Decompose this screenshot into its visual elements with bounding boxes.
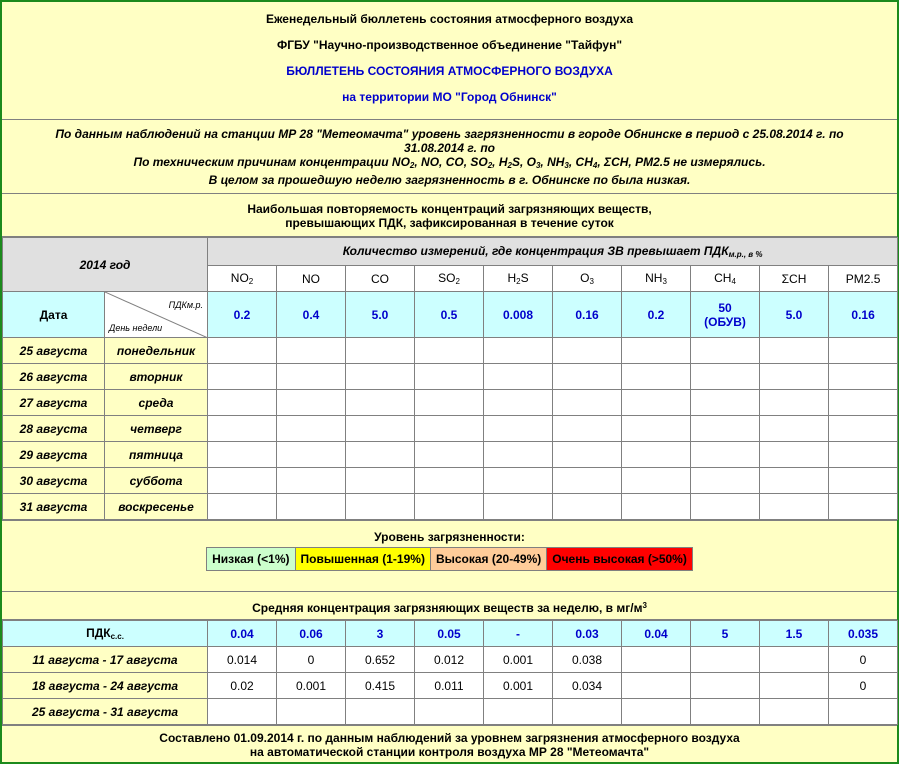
weekly-value: 0 bbox=[829, 647, 898, 673]
summary-line-2: 31.08.2014 г. по bbox=[404, 141, 495, 155]
exceedance-cell bbox=[622, 416, 691, 442]
exceedance-cell bbox=[760, 364, 829, 390]
exceedance-cell bbox=[415, 468, 484, 494]
exceedance-cell bbox=[622, 390, 691, 416]
repeat-title-line-1: Наибольшая повторяемость концентраций загрязняющих веществ, bbox=[247, 202, 652, 216]
exceedance-cell bbox=[553, 338, 622, 364]
pdk-ss-value: 0.03 bbox=[553, 621, 622, 647]
weekly-value bbox=[691, 673, 760, 699]
row-weekday: среда bbox=[105, 390, 208, 416]
pdk-ss-label: $ПДК_{с.с.}$ bbox=[3, 621, 208, 647]
pdk-mr-value: 5.0 bbox=[760, 292, 829, 338]
weekly-period: 11 августа - 17 августа bbox=[3, 647, 208, 673]
exceedance-cell bbox=[760, 468, 829, 494]
pollutant-name: $H_2S$ bbox=[484, 266, 553, 292]
pollutant-name: ΣCH bbox=[760, 266, 829, 292]
exceedance-cell bbox=[346, 416, 415, 442]
row-date: 31 августа bbox=[3, 494, 105, 520]
exceedance-cell bbox=[691, 468, 760, 494]
weekly-value: 0.415 bbox=[346, 673, 415, 699]
exceedance-cell bbox=[622, 494, 691, 520]
exceedance-cell bbox=[484, 442, 553, 468]
exceedance-cell bbox=[346, 338, 415, 364]
exceedance-cell bbox=[760, 338, 829, 364]
table-row bbox=[3, 673, 898, 699]
pdk-mr-value: 0.008 bbox=[484, 292, 553, 338]
exceedance-cell bbox=[277, 468, 346, 494]
header-territory: на территории МО "Город Обнинск" bbox=[342, 90, 557, 104]
exceedance-cell bbox=[208, 416, 277, 442]
table-row bbox=[3, 468, 898, 494]
level-item: Низкая (<1%) bbox=[207, 548, 295, 570]
pdk-mr-value: 5.0 bbox=[346, 292, 415, 338]
exceedance-cell bbox=[691, 494, 760, 520]
weekly-value bbox=[415, 699, 484, 725]
weekly-period: 25 августа - 31 августа bbox=[3, 699, 208, 725]
weekly-value: 0.011 bbox=[415, 673, 484, 699]
weekly-value: 0 bbox=[277, 647, 346, 673]
exceedance-cell bbox=[484, 416, 553, 442]
row-date: 29 августа bbox=[3, 442, 105, 468]
weekly-period: 18 августа - 24 августа bbox=[3, 673, 208, 699]
row-date: 30 августа bbox=[3, 468, 105, 494]
pdk-ss-value: 1.5 bbox=[760, 621, 829, 647]
row-date: 25 августа bbox=[3, 338, 105, 364]
weekly-value bbox=[553, 699, 622, 725]
summary-line-3: По техническим причинам концентрации $NO_2$, NO, CO, $SO_2$, $H_2S$, $O_3$, $NH_3$, $CH_4$, ΣCH, PM2.5 не измерялись. bbox=[133, 155, 766, 170]
weekly-value: 0.001 bbox=[484, 647, 553, 673]
header-title: Еженедельный бюллетень состояния атмосферного воздуха bbox=[265, 12, 634, 26]
exceedance-cell bbox=[346, 442, 415, 468]
levels-legend bbox=[206, 547, 693, 571]
exceedance-cell bbox=[346, 390, 415, 416]
exceedance-table bbox=[2, 237, 898, 520]
pdk-mr-value: 50 (ОБУВ) bbox=[691, 292, 760, 338]
exceedance-cell bbox=[208, 494, 277, 520]
weekly-value bbox=[622, 647, 691, 673]
row-weekday: пятница bbox=[105, 442, 208, 468]
exceedance-cell bbox=[208, 390, 277, 416]
pdk-ss-value: 3 bbox=[346, 621, 415, 647]
pollutant-name: PM2.5 bbox=[829, 266, 898, 292]
exceedance-cell bbox=[484, 494, 553, 520]
table-row bbox=[3, 699, 898, 725]
exceedance-cell bbox=[760, 416, 829, 442]
exceedance-cell bbox=[277, 390, 346, 416]
exceedance-cell bbox=[484, 338, 553, 364]
repeat-title-line-2: превышающих ПДК, зафиксированная в течение суток bbox=[285, 216, 614, 230]
exceedance-cell bbox=[622, 364, 691, 390]
weekly-value: 0.02 bbox=[208, 673, 277, 699]
pollutant-name: $CH_4$ bbox=[691, 266, 760, 292]
levels-band bbox=[2, 520, 897, 592]
pollutant-name: CO bbox=[346, 266, 415, 292]
level-item: Повышенная (1-19%) bbox=[296, 548, 431, 570]
row-weekday: воскресенье bbox=[105, 494, 208, 520]
diag-day-label: День недели bbox=[109, 323, 163, 333]
table-row bbox=[3, 390, 898, 416]
levels-title: Уровень загрязненности: bbox=[374, 530, 525, 544]
exceedance-cell bbox=[553, 442, 622, 468]
exceedance-cell bbox=[691, 442, 760, 468]
exceedance-cell bbox=[277, 338, 346, 364]
exceedance-cell bbox=[208, 468, 277, 494]
table-row bbox=[3, 416, 898, 442]
pdk-ss-value: 0.06 bbox=[277, 621, 346, 647]
weekly-value bbox=[622, 673, 691, 699]
exceedance-cell bbox=[691, 338, 760, 364]
exceedance-cell bbox=[277, 442, 346, 468]
weekly-value bbox=[346, 699, 415, 725]
diag-pdk-label: ПДКм.р. bbox=[168, 300, 204, 310]
pdk-mr-value: 0.4 bbox=[277, 292, 346, 338]
row-date: 28 августа bbox=[3, 416, 105, 442]
repeat-title-band bbox=[2, 194, 897, 237]
pdk-ss-value: 0.035 bbox=[829, 621, 898, 647]
exceedance-cell bbox=[829, 416, 898, 442]
exceedance-cell bbox=[415, 416, 484, 442]
weekly-value: 0.038 bbox=[553, 647, 622, 673]
table-row bbox=[3, 364, 898, 390]
pdk-mr-value: 0.16 bbox=[553, 292, 622, 338]
exceedance-cell bbox=[691, 390, 760, 416]
exceedance-cell bbox=[691, 364, 760, 390]
header-bulletin-title: БЮЛЛЕТЕНЬ СОСТОЯНИЯ АТМОСФЕРНОГО ВОЗДУХА bbox=[286, 64, 613, 78]
pdk-ss-value: 0.04 bbox=[622, 621, 691, 647]
row-date: 27 августа bbox=[3, 390, 105, 416]
row-weekday: суббота bbox=[105, 468, 208, 494]
exceedance-cell bbox=[277, 364, 346, 390]
exceedance-cell bbox=[484, 364, 553, 390]
row-weekday: понедельник bbox=[105, 338, 208, 364]
footer-line-1: Составлено 01.09.2014 г. по данным наблюдений за уровнем загрязнения атмосферного воздуха bbox=[159, 731, 740, 745]
weekly-value: 0 bbox=[829, 673, 898, 699]
pollutant-name: $SO_2$ bbox=[415, 266, 484, 292]
weekly-value bbox=[622, 699, 691, 725]
exceedance-cell bbox=[208, 364, 277, 390]
exceedance-cell bbox=[415, 390, 484, 416]
row-weekday: вторник bbox=[105, 364, 208, 390]
header-band bbox=[2, 2, 897, 120]
exceedance-cell bbox=[553, 390, 622, 416]
exceedance-cell bbox=[277, 416, 346, 442]
summary-line-1: По данным наблюдений на станции МР 28 "Метеомачта" уровень загрязненности в городе Обнинске в период с 25.08.2014 г. по bbox=[55, 127, 844, 141]
exceedance-cell bbox=[553, 468, 622, 494]
weekly-value: 0.652 bbox=[346, 647, 415, 673]
weekly-value bbox=[484, 699, 553, 725]
weekly-title: Средняя концентрация загрязняющих веществ за неделю, в $мг/м^3$ bbox=[252, 601, 647, 615]
weekly-value: 0.012 bbox=[415, 647, 484, 673]
exceedance-cell bbox=[346, 494, 415, 520]
weekly-table bbox=[2, 620, 898, 725]
weekly-value: 0.001 bbox=[277, 673, 346, 699]
exceedance-cell bbox=[829, 364, 898, 390]
pdk-mr-value: 0.16 bbox=[829, 292, 898, 338]
pdk-day-diagonal-cell bbox=[105, 292, 208, 338]
exceedance-cell bbox=[691, 416, 760, 442]
exceedance-cell bbox=[415, 338, 484, 364]
pdk-ss-value: 0.04 bbox=[208, 621, 277, 647]
exceedance-cell bbox=[760, 494, 829, 520]
exceedance-cell bbox=[829, 390, 898, 416]
weekly-value: 0.001 bbox=[484, 673, 553, 699]
pollutant-name: $NH_3$ bbox=[622, 266, 691, 292]
pdk-mr-value: 0.2 bbox=[208, 292, 277, 338]
weekly-value bbox=[760, 699, 829, 725]
exceedance-cell bbox=[415, 494, 484, 520]
exceedance-cell bbox=[415, 442, 484, 468]
exceedance-cell bbox=[346, 468, 415, 494]
exceedance-cell bbox=[760, 442, 829, 468]
pdk-mr-value: 0.2 bbox=[622, 292, 691, 338]
level-item: Очень высокая (>50%) bbox=[547, 548, 692, 570]
pollutant-name: $O_3$ bbox=[553, 266, 622, 292]
summary-line-4: В целом за прошедшую неделю загрязненность в г. Обнинске по была низкая. bbox=[208, 173, 691, 187]
exceedance-cell bbox=[622, 468, 691, 494]
pdk-ss-value: 5 bbox=[691, 621, 760, 647]
exceedance-cell bbox=[553, 416, 622, 442]
weekly-value: 0.034 bbox=[553, 673, 622, 699]
date-label: Дата bbox=[3, 292, 105, 338]
footer-band bbox=[2, 725, 897, 764]
weekly-value bbox=[760, 647, 829, 673]
pollutant-name: $NO_2$ bbox=[208, 266, 277, 292]
weekly-value bbox=[208, 699, 277, 725]
count-header: Количество измерений, где концентрация ЗВ превышает $ПДК_{м.р., в \%}$ bbox=[208, 238, 898, 266]
year-label: 2014 год bbox=[3, 238, 208, 292]
table-row bbox=[3, 647, 898, 673]
exceedance-cell bbox=[484, 468, 553, 494]
exceedance-cell bbox=[829, 338, 898, 364]
exceedance-cell bbox=[553, 494, 622, 520]
weekly-value bbox=[277, 699, 346, 725]
exceedance-cell bbox=[415, 364, 484, 390]
exceedance-cell bbox=[829, 468, 898, 494]
exceedance-cell bbox=[208, 442, 277, 468]
footer-line-2: на автоматической станции контроля воздуха МР 28 "Метеомачта" bbox=[249, 745, 650, 759]
pdk-ss-value: 0.05 bbox=[415, 621, 484, 647]
header-organization: ФГБУ "Научно-производственное объединение "Тайфун" bbox=[276, 38, 623, 52]
weekly-value bbox=[829, 699, 898, 725]
exceedance-cell bbox=[553, 364, 622, 390]
exceedance-cell bbox=[277, 494, 346, 520]
exceedance-cell bbox=[208, 338, 277, 364]
exceedance-cell bbox=[829, 494, 898, 520]
weekly-value: 0.014 bbox=[208, 647, 277, 673]
exceedance-cell bbox=[484, 390, 553, 416]
exceedance-cell bbox=[346, 364, 415, 390]
level-item: Высокая (20-49%) bbox=[431, 548, 547, 570]
row-weekday: четверг bbox=[105, 416, 208, 442]
exceedance-cell bbox=[829, 442, 898, 468]
pdk-ss-value: - bbox=[484, 621, 553, 647]
pollutant-name: NO bbox=[277, 266, 346, 292]
table-row bbox=[3, 494, 898, 520]
table-row bbox=[3, 442, 898, 468]
weekly-value bbox=[760, 673, 829, 699]
row-date: 26 августа bbox=[3, 364, 105, 390]
weekly-value bbox=[691, 699, 760, 725]
exceedance-cell bbox=[622, 338, 691, 364]
weekly-value bbox=[691, 647, 760, 673]
pdk-mr-value: 0.5 bbox=[415, 292, 484, 338]
exceedance-cell bbox=[622, 442, 691, 468]
table-row bbox=[3, 338, 898, 364]
exceedance-cell bbox=[760, 390, 829, 416]
weekly-title-band bbox=[2, 592, 897, 620]
summary-band bbox=[2, 120, 897, 194]
